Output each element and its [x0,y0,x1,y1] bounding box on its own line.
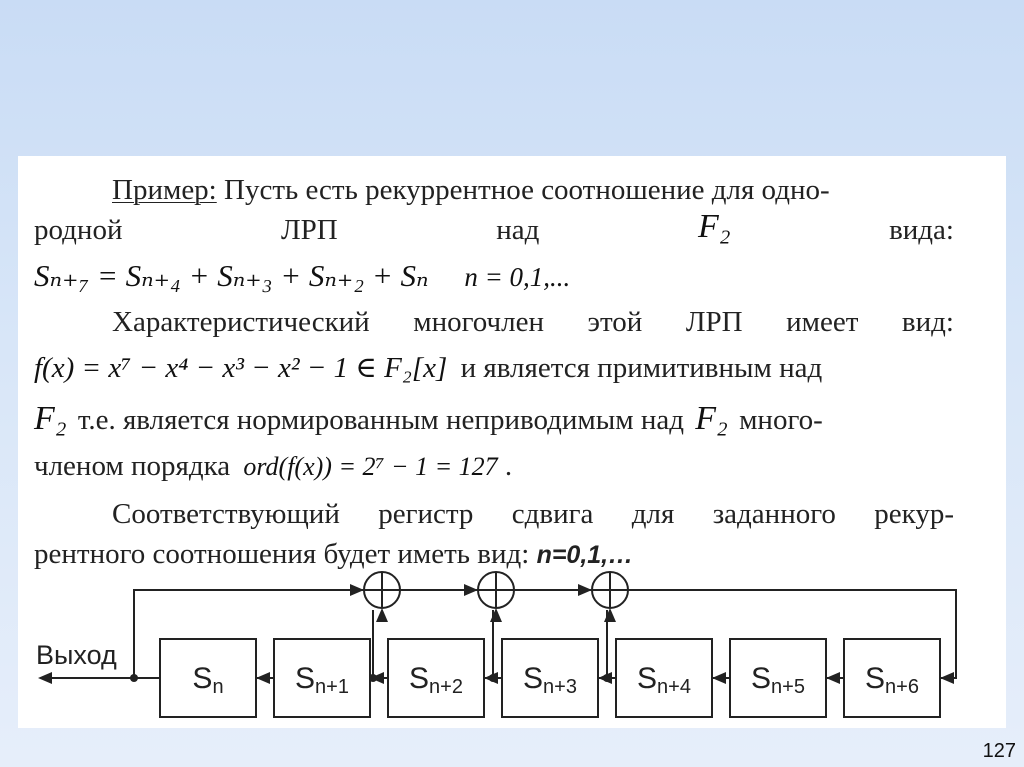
cell-label: Sn+1 [295,662,349,698]
p2-line2-text: и является примитивным над [460,352,823,384]
field-f2-c: F₂ [695,400,728,437]
register-cell [388,639,484,717]
arrow-right-icon [578,584,592,596]
cell-label: Sn+3 [523,662,577,698]
register-cell [844,639,940,717]
word-lrp2: ЛРП [685,306,743,338]
word-mnogo: много- [739,404,823,436]
field-f2: F₂ [697,208,731,245]
word-mnogochlen: многочлен [413,306,544,338]
p1-line1-text: Пусть есть рекуррентное соотношение для одно- [224,174,830,206]
arrow-up-icon [604,608,616,622]
arrow-up-icon [490,608,502,622]
shift-register-diagram [18,156,1006,728]
arrow-right-icon [464,584,478,596]
page-number: 127 [982,740,1016,762]
word-rekur: рекур- [874,498,954,530]
word-imeet: имеет [786,306,859,338]
xor-adder-icon [592,572,628,608]
register-cell [160,639,256,717]
arrow-left-icon [38,672,52,684]
register-cell [502,639,598,717]
register-cell [730,639,826,717]
arrow-right-icon [350,584,364,596]
word-etoy: этой [587,306,643,338]
word-nad: над [496,214,540,246]
xor-adder-icon [364,572,400,608]
word-zadannogo: заданного [712,498,836,530]
char-polynomial: f(x) = x⁷ − x⁴ − x³ − x² − 1 ∈ F₂[x] [34,352,448,384]
word-rodnoy: родной [34,214,123,246]
recurrence-n-range: n = 0,1,... [464,262,571,292]
word-registr: регистр [378,498,474,530]
output-label: Выход [36,640,117,670]
word-dlya: для [631,498,675,530]
word-vida: вида: [889,214,954,246]
cell-label: Sn+6 [865,662,919,698]
word-char: Характеристический [112,306,370,338]
period: . [504,450,513,482]
arrow-left-icon [256,672,270,684]
word-vid: вид: [901,306,954,338]
recurrence-expression: Sₙ₊₇ = Sₙ₊₄ + Sₙ₊₃ + Sₙ₊₂ + Sₙ [34,258,429,293]
junction-dot [130,674,138,682]
arrow-left-icon [940,672,954,684]
arrow-left-icon [712,672,726,684]
arrow-up-icon [376,608,388,622]
register-cell [274,639,370,717]
word-sdviga: сдвига [511,498,594,530]
cell-label: Sn [192,662,224,698]
word-sootv: Соответствующий [112,498,340,530]
p3-n-range: n=0,1,… [536,541,634,569]
cell-label: Sn+4 [637,662,691,698]
slide-content [18,156,1006,728]
order-formula: ord(f(x)) = 2⁷ − 1 = 127 [243,452,498,481]
p2-line3-text: т.е. является нормированным неприводимым над [77,404,684,436]
xor-adder-icon [478,572,514,608]
register-cell [616,639,712,717]
cell-label: Sn+2 [409,662,463,698]
junction-dot [489,674,497,682]
field-f2-b: F₂ [34,400,67,437]
example-label: Пример: [112,174,217,206]
word-lrp: ЛРП [281,214,338,246]
p3-line2-text: рентного соотношения будет иметь вид: [34,538,530,570]
junction-dot [603,674,611,682]
cell-label: Sn+5 [751,662,805,698]
arrow-left-icon [826,672,840,684]
p2-line4-text: членом порядка [34,450,231,482]
